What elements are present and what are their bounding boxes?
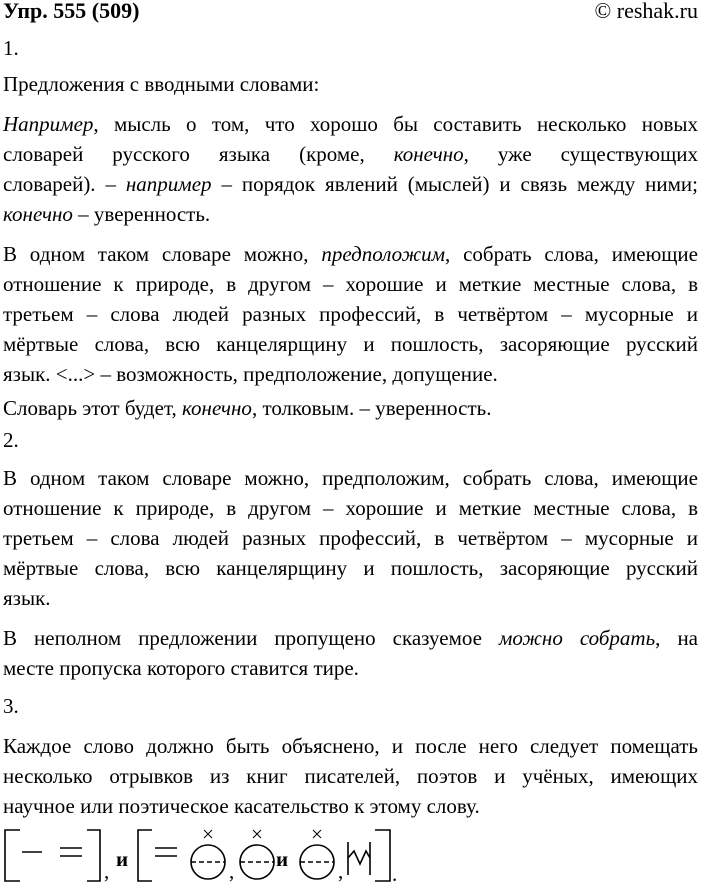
text-line bbox=[3, 425, 698, 455]
text-segment: , собрать слова, имеющие bbox=[445, 242, 698, 266]
header bbox=[3, 0, 698, 26]
introductory-word-icon bbox=[191, 830, 225, 879]
paragraph bbox=[3, 731, 698, 821]
svg-text:,: , bbox=[229, 859, 235, 883]
text-line bbox=[3, 299, 698, 329]
text-segment: – порядок явлений (мыслей) и связь между ними; bbox=[211, 172, 699, 196]
text-segment: третьем – слова людей разных профессий, в четвёртом – мусорные и bbox=[3, 526, 698, 550]
text-segment: В одном таком словаре можно, bbox=[3, 242, 322, 266]
text-segment: , мысль о том, что хорошо бы составить несколько новых bbox=[93, 112, 698, 136]
text-segment: научное или поэтическое касательство к этому слову. bbox=[3, 794, 480, 818]
paragraph bbox=[3, 425, 698, 455]
text-line bbox=[3, 583, 698, 613]
text-segment: третьем – слова людей разных профессий, в четвёртом – мусорные и bbox=[3, 302, 698, 326]
paragraph bbox=[3, 109, 698, 229]
text-segment: несколько отрывков из книг писателей, поэтов и учёных, имеющих bbox=[3, 764, 698, 788]
text-line bbox=[3, 523, 698, 553]
italic-word: предположим bbox=[321, 242, 446, 266]
italic-word: конечно bbox=[393, 142, 464, 166]
text-line bbox=[3, 359, 698, 389]
text-line bbox=[3, 239, 698, 269]
text-segment: месте пропуска которого ставится тире. bbox=[3, 656, 359, 680]
copyright: © reshak.ru bbox=[594, 0, 698, 23]
text-segment: Каждое слово должно быть объяснено, и после него следует помещать bbox=[3, 734, 698, 758]
svg-text:.: . bbox=[392, 862, 398, 885]
text-segment: В одном таком словаре можно, предположим, собрать слова, имеющие bbox=[3, 466, 698, 490]
text-line bbox=[3, 139, 698, 169]
participial-phrase-icon bbox=[348, 842, 370, 875]
text-segment: Словарь этот будет, bbox=[3, 396, 183, 420]
text-segment: 2. bbox=[3, 428, 19, 452]
text-line bbox=[3, 653, 698, 683]
text-segment: – уверенность. bbox=[72, 202, 211, 226]
paragraph bbox=[3, 623, 698, 683]
paragraph bbox=[3, 691, 698, 721]
text-segment: мёртвые слова, всю канцелярщину и пошлость, засоряющие русский bbox=[3, 556, 698, 580]
italic-word: конечно bbox=[3, 202, 73, 226]
introductory-word-icon bbox=[240, 830, 274, 879]
text-segment: словарей). – bbox=[3, 172, 126, 196]
text-segment: мёртвые слова, всю канцелярщину и пошлость, засоряющие русский bbox=[3, 332, 698, 356]
text-line bbox=[3, 553, 698, 583]
text-segment: язык. bbox=[3, 586, 51, 610]
text-segment: отношение к природе, в другом – хорошие и меткие местные слова, в bbox=[3, 272, 698, 296]
text-line bbox=[3, 691, 698, 721]
paragraph bbox=[3, 69, 698, 99]
text-segment: , на bbox=[655, 626, 698, 650]
text-segment: Предложения с вводными словами: bbox=[3, 72, 320, 96]
svg-text:и: и bbox=[116, 847, 129, 871]
text-segment: В неполном предложении пропущено сказуемое bbox=[3, 626, 499, 650]
close-bracket-1 bbox=[87, 830, 100, 881]
svg-text:,: , bbox=[338, 859, 344, 883]
text-line bbox=[3, 731, 698, 761]
text-segment: язык. <...> – возможность, предположение, допущение. bbox=[3, 362, 498, 386]
sentence-scheme bbox=[0, 815, 420, 885]
text-segment: отношение к природе, в другом – хорошие и меткие местные слова, в bbox=[3, 496, 698, 520]
text-line bbox=[3, 329, 698, 359]
text-line bbox=[3, 169, 698, 199]
text-line bbox=[3, 109, 698, 139]
text-segment: 3. bbox=[3, 694, 19, 718]
text-line bbox=[3, 761, 698, 791]
italic-word: конечно bbox=[182, 396, 252, 420]
text-line bbox=[3, 199, 698, 229]
text-segment: 1. bbox=[3, 36, 19, 60]
text-segment: , уже существующих bbox=[463, 142, 698, 166]
text-line bbox=[3, 463, 698, 493]
open-bracket-1 bbox=[5, 830, 20, 881]
paragraph bbox=[3, 33, 698, 63]
introductory-word-icon bbox=[300, 830, 334, 879]
text-line bbox=[3, 269, 698, 299]
text-segment: , толковым. – уверенность. bbox=[251, 396, 492, 420]
text-line bbox=[3, 33, 698, 63]
close-bracket-2 bbox=[375, 830, 390, 881]
text-line bbox=[3, 493, 698, 523]
paragraph bbox=[3, 239, 698, 389]
paragraph bbox=[3, 463, 698, 613]
open-bracket-2 bbox=[138, 830, 152, 881]
text-line bbox=[3, 69, 698, 99]
text-segment: словарей русского языка (кроме, bbox=[3, 142, 394, 166]
text-line bbox=[3, 393, 698, 423]
paragraph bbox=[3, 393, 698, 423]
exercise-title: Упр. 555 (509) bbox=[3, 0, 140, 23]
italic-word: Например bbox=[3, 112, 94, 136]
italic-word: можно собрать bbox=[498, 626, 656, 650]
svg-text:,: , bbox=[104, 859, 110, 883]
italic-word: например bbox=[125, 172, 212, 196]
text-line bbox=[3, 623, 698, 653]
svg-text:и: и bbox=[276, 847, 289, 871]
